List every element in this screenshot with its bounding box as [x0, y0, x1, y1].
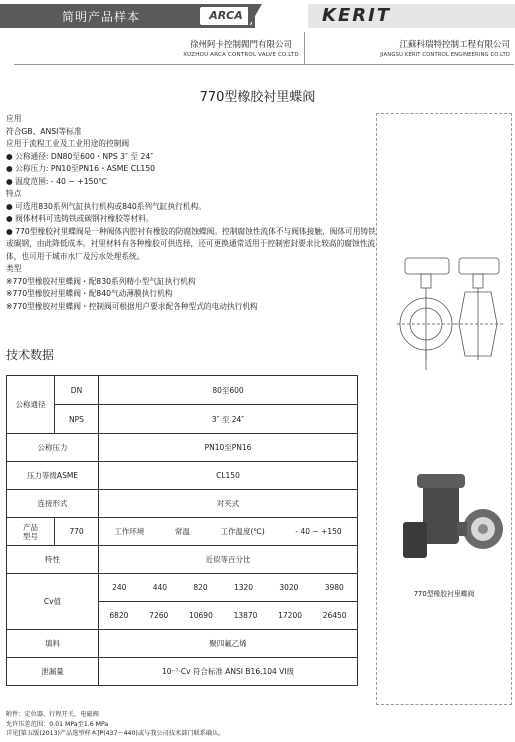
connection-value: 对夹式 — [99, 490, 358, 518]
filler-value: 聚四氟乙烯 — [99, 630, 358, 658]
product-image-panel — [376, 113, 512, 705]
spec-table — [6, 375, 358, 686]
type-line: ※770型橡胶衬里蝶阀・控制阀可根据用户要求配各种型式的电动执行机构 — [6, 301, 258, 311]
cv-value: 820 — [193, 583, 208, 592]
header-divider — [248, 4, 262, 28]
model-label-text: 产品 型号 — [23, 522, 38, 541]
pressure-label: 公称压力 — [7, 434, 99, 462]
model-value: 770 — [55, 518, 99, 546]
cv-label: Cv值 — [7, 574, 99, 630]
arca-logo: ARCA — [200, 7, 252, 25]
spec-line: ● 公称压力: PN10至PN16・ASME CL150 — [6, 164, 156, 173]
table-row — [7, 376, 358, 405]
cv-row-1 — [99, 574, 358, 602]
cv-row-2 — [99, 602, 358, 630]
table-row — [7, 434, 358, 462]
cv-value: 17200 — [278, 611, 302, 620]
header-title: 简明产品样本 — [62, 10, 141, 24]
temp-label: 工作温度(℃) — [220, 527, 265, 536]
connection-label: 连接形式 — [7, 490, 99, 518]
valve-schematic — [397, 258, 503, 370]
asme-label: 压力等级ASME — [7, 462, 99, 490]
characteristic-label: 特性 — [7, 546, 99, 574]
tech-data-title: 技术数据 — [6, 348, 55, 362]
type-heading: 类型 — [6, 264, 22, 273]
nps-label: NPS — [55, 405, 99, 434]
table-row — [7, 546, 358, 574]
table-row — [7, 658, 358, 686]
filler-label: 填料 — [7, 630, 99, 658]
app-line: 应用于流程工业及工业用途的控制阀 — [6, 139, 130, 148]
feature-heading: 特点 — [6, 189, 22, 198]
app-heading: 应用 — [6, 114, 22, 123]
nominal-diameter-label: 公称通径 — [7, 376, 55, 434]
note-line: 附件：定位器、行程开关、电磁阀 — [6, 711, 99, 718]
company-left-cn: 徐州阿卡控制閥門有限公司 — [189, 40, 292, 50]
header-bar-right — [308, 4, 515, 28]
kerit-logo: KERIT — [322, 5, 392, 26]
company-right — [360, 38, 510, 58]
notes-block — [6, 710, 224, 739]
feature-paragraph: ● 770型橡胶衬里蝶阀是一种阀体内腔衬有橡胶的防腐蚀蝶阀。控制腐蚀性流体不与阀体接触，阀体可用铸铁或碳钢，由此降低成本。衬里材料有各种橡胶可供选择，还可更换通常适用于控制密封要求比较高的腐蚀性流体，也可用于城市水厂及污水处理系统。 — [6, 226, 376, 261]
leakage-label: 泄漏量 — [7, 658, 99, 686]
spec-line: ● 温度范围: - 40 ~ +150℃ — [6, 176, 108, 186]
model-label — [7, 518, 55, 546]
feature-line: ● 可选用830系列气缸执行机构或840系列气缸执行机构。 — [6, 201, 206, 211]
feature-line: ● 阀体材料可选铸铁或碳钢衬橡胶等材料。 — [6, 214, 154, 223]
cv-value: 3020 — [279, 583, 299, 592]
table-row — [7, 574, 358, 602]
temp-value: - 40 ~ +150 — [295, 527, 342, 536]
table-row — [7, 630, 358, 658]
pressure-value: PN10至PN16 — [99, 434, 358, 462]
characteristic-value: 近似等百分比 — [99, 546, 358, 574]
cv-value: 440 — [152, 583, 168, 592]
note-line: 允许压差范围：0.01 MPa至1.6 MPa — [6, 720, 109, 728]
divider-vertical — [304, 32, 305, 64]
table-row — [7, 490, 358, 518]
cv-value: 1320 — [233, 583, 254, 592]
asme-value: CL150 — [99, 462, 358, 490]
app-line: 符合GB、ANSI等标准 — [6, 126, 82, 136]
valve-drawing — [377, 114, 511, 584]
cv-value: 13870 — [233, 611, 258, 620]
page-title: 770型橡胶衬里蝶阀 — [199, 90, 316, 105]
leakage-value: 10⁻⁷·Cv 符合标准 ANSI B16.104 VI级 — [99, 658, 358, 686]
company-left — [182, 38, 300, 58]
company-right-cn: 江蘇科瑞特控制工程有限公司 — [399, 40, 510, 50]
cv-value: 240 — [112, 583, 127, 592]
photo-caption: 770型橡胶衬里蝶阀 — [413, 590, 475, 598]
env-label: 工作环境 — [114, 527, 145, 536]
dn-value: 80至600 — [99, 376, 358, 405]
env-value: 常温 — [174, 527, 190, 536]
cv-value: 6820 — [109, 611, 129, 620]
nps-value: 3″ 至 24″ — [99, 405, 358, 434]
note-line: 详见[第五版(2013)产品选型样本]P(437～440)或与我公司技术部门联系确认。 — [6, 730, 225, 737]
cv-value: 3980 — [324, 583, 344, 592]
cv-value: 7260 — [149, 611, 169, 620]
type-line: ※770型橡胶衬里蝶阀・配840气动薄膜执行机构 — [6, 289, 173, 298]
table-row — [7, 462, 358, 490]
company-left-en: XUZHOU ARCA CONTROL VALVE CO.LTD — [183, 52, 299, 58]
dn-label: DN — [55, 376, 99, 405]
spec-line: ● 公称通径: DN80至600・NPS 3″ 至 24″ — [6, 151, 154, 161]
header-bar-left — [0, 4, 255, 28]
company-right-en: JIANGSU KERIT CONTROL ENGINEERING CO.LTD — [380, 52, 510, 58]
cv-value: 10690 — [188, 611, 213, 620]
table-row — [7, 405, 358, 434]
type-line: ※770型橡胶衬里蝶阀・配830系列精小型气缸执行机构 — [6, 276, 196, 286]
description-block — [6, 113, 376, 313]
valve-photo — [403, 474, 503, 558]
cv-value: 26450 — [322, 611, 347, 620]
env-temp-cell — [99, 518, 358, 546]
divider-horizontal — [14, 64, 514, 65]
table-row — [7, 518, 358, 546]
